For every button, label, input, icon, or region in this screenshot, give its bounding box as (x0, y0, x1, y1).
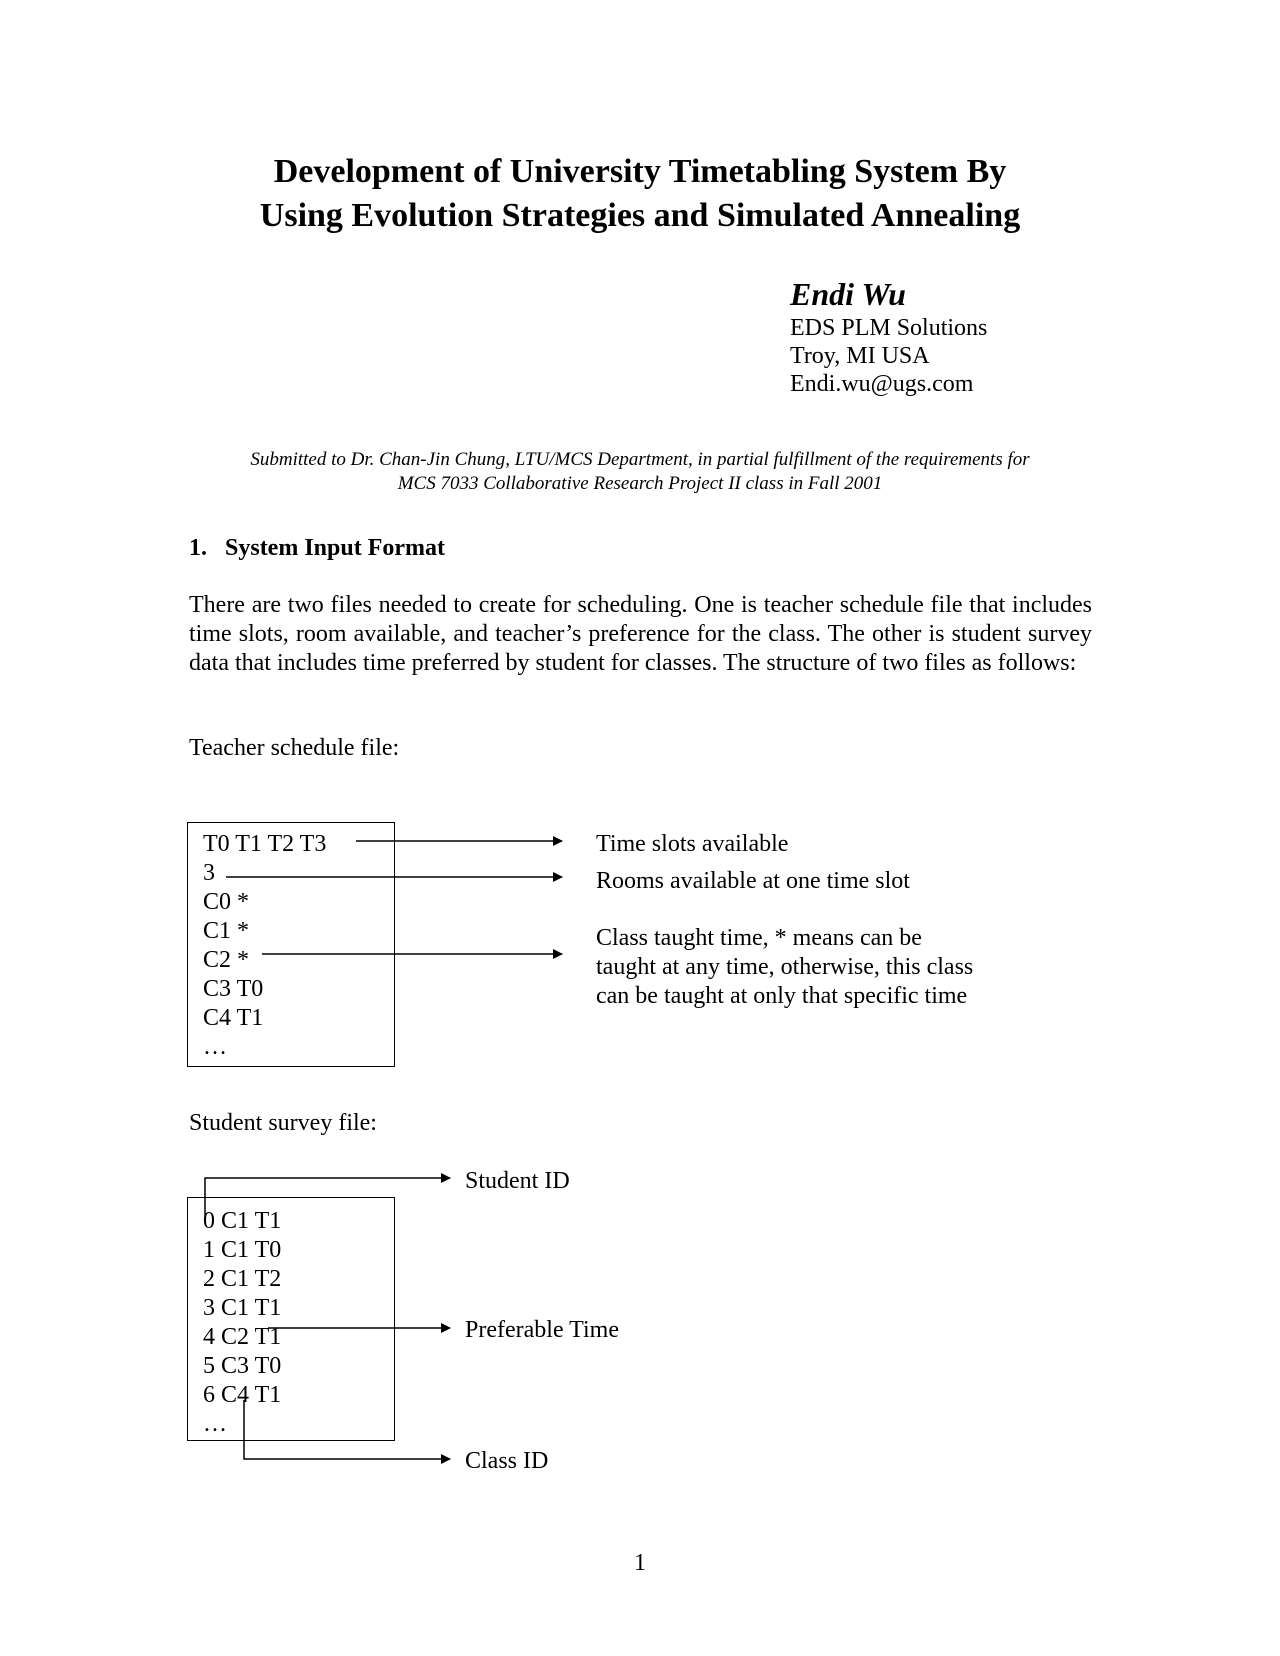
annotation-rooms: Rooms available at one time slot (596, 868, 910, 894)
teacher-line: C1 * (203, 918, 250, 944)
annotation-student-id: Student ID (465, 1168, 570, 1194)
author-location: Troy, MI USA (790, 343, 930, 369)
teacher-line: 3 (203, 860, 215, 886)
section-title: System Input Format (225, 535, 445, 561)
author-affiliation: EDS PLM Solutions (790, 315, 988, 341)
annotation-class-time-3: can be taught at only that specific time (596, 983, 968, 1009)
student-line: … (203, 1411, 227, 1437)
student-line: 6 C4 T1 (203, 1382, 282, 1408)
section-number: 1. (189, 535, 207, 561)
arrow-class-id (244, 1400, 450, 1459)
annotation-class-time-1: Class taught time, * means can be (596, 925, 922, 951)
annotation-class-time-2: taught at any time, otherwise, this class (596, 954, 974, 980)
body-paragraph: There are two files needed to create for scheduling. One is teacher schedule file that includes time slots, room available, and teacher’s preference for the class. The other is student survey data that includes time preferred by student for classes. The structure of two files as follows: (189, 592, 1092, 676)
student-line: 5 C3 T0 (203, 1353, 282, 1379)
annotation-preferable-time: Preferable Time (465, 1317, 619, 1343)
annotation-class-id: Class ID (465, 1448, 549, 1474)
annotation-time-slots: Time slots available (596, 831, 789, 857)
student-line: 4 C2 T1 (203, 1324, 282, 1350)
submission-line-2: MCS 7033 Collaborative Research Project II class in Fall 2001 (397, 473, 883, 494)
student-line: 0 C1 T1 (203, 1208, 282, 1234)
teacher-line: C0 * (203, 889, 250, 915)
page-number: 1 (634, 1550, 646, 1576)
student-line: 3 C1 T1 (203, 1295, 282, 1321)
teacher-line: … (203, 1034, 227, 1060)
submission-line-1: Submitted to Dr. Chan-Jin Chung, LTU/MCS Department, in partial fulfillment of the requirements for (250, 449, 1030, 470)
arrow-student-id (205, 1178, 450, 1222)
student-line: 1 C1 T0 (203, 1237, 282, 1263)
author-email: Endi.wu@ugs.com (790, 371, 974, 397)
teacher-line: C3 T0 (203, 976, 264, 1002)
teacher-line: C4 T1 (203, 1005, 264, 1031)
title-line-2: Using Evolution Strategies and Simulated Annealing (259, 197, 1021, 234)
student-line: 2 C1 T2 (203, 1266, 282, 1292)
title-line-1: Development of University Timetabling System By (273, 153, 1007, 190)
teacher-line: T0 T1 T2 T3 (203, 831, 327, 857)
student-file-label: Student survey file: (189, 1110, 377, 1136)
teacher-line: C2 * (203, 947, 250, 973)
teacher-file-label: Teacher schedule file: (189, 735, 400, 761)
author-name: Endi Wu (790, 276, 906, 312)
